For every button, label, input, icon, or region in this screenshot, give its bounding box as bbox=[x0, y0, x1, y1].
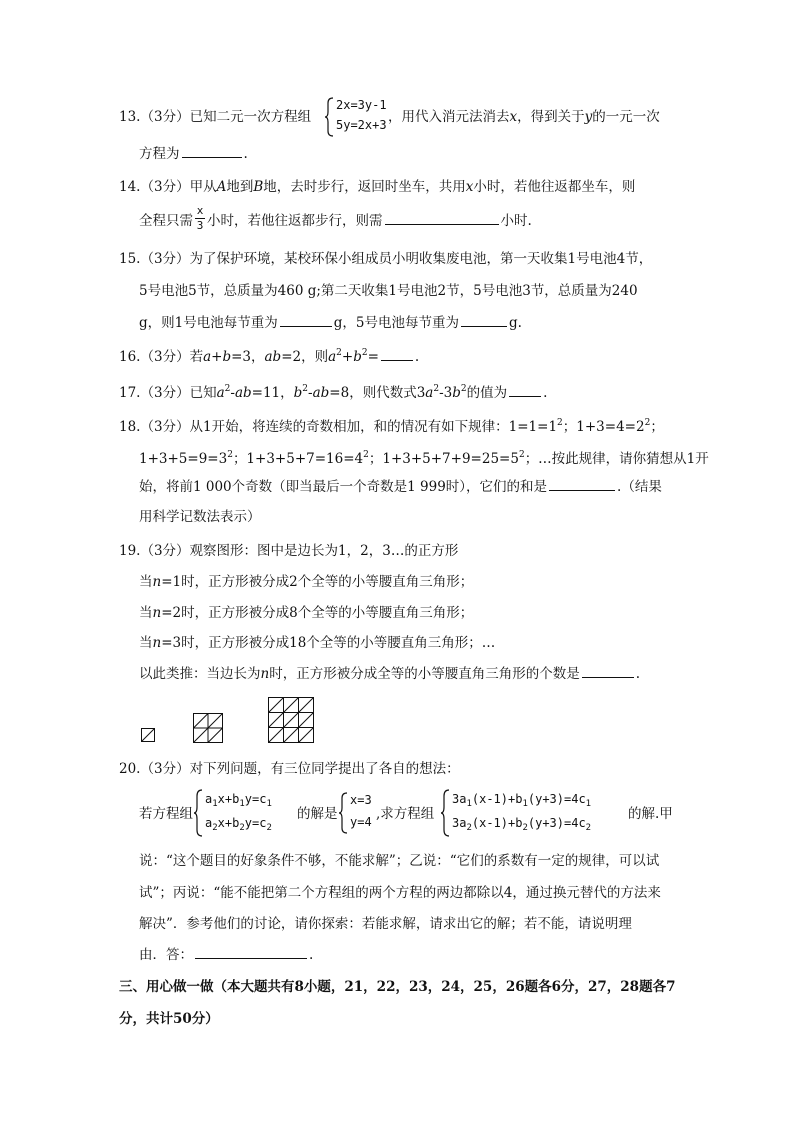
subscript: 2 bbox=[522, 823, 528, 833]
punctuation: . bbox=[635, 666, 640, 682]
subscript: 1 bbox=[212, 799, 218, 809]
answer-blank[interactable] bbox=[195, 946, 307, 959]
expression: ab bbox=[264, 349, 282, 365]
question-number: 17. bbox=[119, 385, 141, 401]
subscript: 2 bbox=[266, 823, 272, 833]
variable: x bbox=[509, 109, 518, 125]
square-figure-n1 bbox=[141, 728, 155, 742]
equation-row: 5y=2x+3 bbox=[336, 118, 387, 132]
question-text: 18.（3分）从1开始，将连续的奇数相加，和的情况有如下规律：1=1=1 bbox=[119, 419, 558, 435]
question-text: g，5号电池每节重为 bbox=[333, 315, 459, 331]
term: 3a bbox=[452, 816, 467, 830]
question-13-line1-tail bbox=[388, 108, 660, 126]
question-text: 由．答： bbox=[139, 947, 193, 963]
question-text: 始，将前1 000个奇数（即当最后一个奇数是1 999时），它们的和是 bbox=[139, 479, 548, 495]
question-text: 当 bbox=[139, 635, 153, 651]
brace-icon bbox=[194, 789, 204, 837]
exponent: 2 bbox=[224, 384, 231, 394]
answer-blank[interactable] bbox=[549, 478, 615, 491]
operator: -3 bbox=[439, 385, 453, 401]
question-text: ；…按此规律，请你猜想从1开 bbox=[524, 451, 709, 467]
question-15-line1: 15.（3分）为了保护环境，某校环保小组成员小明收集废电池，第一天收集1号电池4节， bbox=[119, 251, 653, 267]
equation-row bbox=[452, 816, 591, 835]
question-20-line5: 解决”．参考他们的讨论，请你探索：若能求解，请求出它的解；若不能，请说明理 bbox=[139, 916, 632, 932]
question-text: 全程只需 bbox=[139, 213, 193, 229]
question-text: 若 bbox=[189, 349, 204, 365]
question-13-line2 bbox=[139, 145, 248, 163]
question-text: 小时. bbox=[500, 213, 532, 229]
question-text: = bbox=[367, 349, 379, 365]
answer-blank[interactable] bbox=[582, 665, 634, 678]
question-19-line2 bbox=[139, 573, 473, 591]
question-text: 地，去时步行，返回时坐车，共用 bbox=[263, 179, 466, 195]
punctuation: . bbox=[243, 146, 248, 162]
question-19-line5 bbox=[139, 665, 640, 683]
term: y=c bbox=[244, 816, 267, 830]
question-text: ，用代入消元法消去 bbox=[388, 109, 510, 125]
variable: n bbox=[152, 605, 162, 621]
question-18-line1 bbox=[119, 414, 664, 436]
question-text: g，则1号电池每节重为 bbox=[139, 315, 278, 331]
exponent: 2 bbox=[361, 348, 368, 358]
coefficient: 3 bbox=[416, 385, 426, 401]
question-text: 地到 bbox=[226, 179, 254, 195]
punctuation: . bbox=[414, 349, 420, 365]
term: (y+3)=4c bbox=[527, 792, 586, 806]
question-text: 的值为 bbox=[466, 385, 508, 401]
equation-row bbox=[205, 816, 272, 835]
question-text: 的一元一次 bbox=[592, 109, 660, 125]
question-13-line1 bbox=[119, 108, 311, 126]
exponent: 2 bbox=[433, 384, 440, 394]
section-3-heading-cont: 分，共计50分） bbox=[119, 1011, 219, 1027]
question-19-line3 bbox=[139, 604, 473, 622]
variable: a bbox=[216, 385, 225, 401]
subscript: 1 bbox=[522, 799, 528, 809]
question-score: （3分） bbox=[140, 349, 190, 365]
question-text: ；1+3+5+7=16=4 bbox=[232, 451, 364, 467]
expression: ab bbox=[234, 385, 252, 401]
question-text: 小时，若他往返都步行，则需 bbox=[207, 213, 383, 229]
variable: b bbox=[293, 385, 303, 401]
equation-system-20-solution bbox=[339, 792, 379, 834]
expression: a+b bbox=[203, 349, 232, 365]
square-figure-n3 bbox=[268, 697, 314, 743]
term: (x-1)+b bbox=[471, 792, 523, 806]
question-text: 已知 bbox=[189, 385, 217, 401]
answer-blank[interactable] bbox=[461, 314, 507, 327]
variable: b bbox=[353, 349, 362, 365]
answer-blank[interactable] bbox=[182, 145, 242, 158]
question-number: 14. bbox=[119, 179, 141, 195]
exponent: 2 bbox=[302, 384, 309, 394]
variable: n bbox=[152, 574, 162, 590]
brace-icon bbox=[339, 792, 349, 834]
question-text: 时，正方形被分成全等的小等腰直角三角形的个数是 bbox=[269, 666, 580, 682]
question-score: （3分） bbox=[140, 109, 190, 125]
question-text: 方程为 bbox=[139, 146, 180, 162]
operator: - bbox=[308, 385, 313, 401]
punctuation: . bbox=[543, 385, 548, 401]
subscript: 2 bbox=[212, 823, 218, 833]
question-number: 16. bbox=[119, 349, 141, 365]
question-19-line1: 19.（3分）观察图形：图中是边长为1，2，3…的正方形 bbox=[119, 543, 459, 559]
question-text: ；1+3+5+7+9=25=5 bbox=[368, 451, 519, 467]
term: y=c bbox=[244, 792, 267, 806]
brace-icon bbox=[325, 97, 335, 137]
equation-row bbox=[452, 792, 591, 811]
question-18-line3 bbox=[139, 478, 662, 496]
exponent: 2 bbox=[363, 450, 369, 460]
question-text: =3时，正方形被分成18个全等的小等腰直角三角形；… bbox=[161, 635, 496, 651]
question-number: 13. bbox=[119, 109, 141, 125]
question-15-line3 bbox=[139, 314, 522, 332]
exponent: 2 bbox=[336, 348, 342, 358]
question-text: 当 bbox=[139, 574, 153, 590]
question-20-line3: 说：“这个题目的好象条件不够，不能求解”；乙说：“它们的系数有一定的规律，可以试 bbox=[139, 853, 660, 869]
question-20-sol-text: 的解是 bbox=[297, 806, 338, 822]
exponent: 2 bbox=[460, 384, 467, 394]
question-text: 已知二元一次方程组 bbox=[189, 109, 312, 125]
question-text: =1时，正方形被分成2个全等的小等腰直角三角形； bbox=[161, 574, 474, 590]
variable: x bbox=[465, 179, 474, 195]
subscript: 1 bbox=[266, 799, 272, 809]
section-3-heading: 三、用心做一做（本大题共有8小题，21，22，23，24，25，26题各6分，27，28题各7 bbox=[119, 979, 676, 995]
equation-row bbox=[205, 792, 272, 811]
subscript: 1 bbox=[466, 799, 472, 809]
question-text: .（结果 bbox=[617, 479, 662, 495]
question-text: =3， bbox=[231, 349, 265, 365]
variable: a bbox=[328, 349, 337, 365]
operator: - bbox=[230, 385, 235, 401]
question-20-tail: 的解.甲 bbox=[628, 806, 673, 822]
question-16 bbox=[119, 344, 419, 366]
question-score: （3分） bbox=[140, 179, 190, 195]
variable: y bbox=[584, 109, 593, 125]
answer-blank[interactable] bbox=[381, 348, 413, 361]
variable: n bbox=[260, 666, 270, 682]
question-20-pre: 若方程组 bbox=[139, 806, 193, 822]
punctuation: . bbox=[309, 947, 314, 963]
variable: A bbox=[216, 179, 227, 195]
equation-system-13 bbox=[325, 97, 395, 137]
equation-system-20b bbox=[441, 789, 631, 837]
question-text: 对下列问题，有三位同学提出了各自的想法： bbox=[189, 761, 460, 777]
question-20-line4: 试”；丙说：“能不能把第二个方程组的两个方程的两边都除以4，通过换元替代的方法来 bbox=[139, 885, 661, 901]
subscript: 2 bbox=[239, 823, 245, 833]
question-text: ，得到关于 bbox=[517, 109, 585, 125]
term: a bbox=[205, 792, 213, 806]
question-text: =2，则 bbox=[281, 349, 329, 365]
term: (y+3)=4c bbox=[527, 816, 586, 830]
equation-system-20a bbox=[194, 789, 304, 837]
question-17 bbox=[119, 380, 547, 402]
term: x+b bbox=[217, 816, 240, 830]
subscript: 2 bbox=[585, 823, 592, 833]
fraction-numerator: x bbox=[196, 204, 204, 217]
variable: B bbox=[253, 179, 264, 195]
question-text: ；1+3=4=2 bbox=[562, 419, 645, 435]
exponent: 2 bbox=[557, 418, 563, 428]
question-text: 小时，若他往返都坐车，则 bbox=[473, 179, 636, 195]
answer-blank[interactable] bbox=[509, 384, 541, 397]
equation-row: 2x=3y-1 bbox=[336, 98, 387, 112]
question-19-line4 bbox=[139, 634, 495, 652]
question-text: =2时，正方形被分成8个全等的小等腰直角三角形； bbox=[161, 605, 474, 621]
question-18-line2 bbox=[139, 446, 709, 468]
question-text: 甲从 bbox=[189, 179, 217, 195]
exponent: 2 bbox=[644, 418, 651, 428]
exponent: 2 bbox=[518, 450, 525, 460]
exponent: 2 bbox=[227, 450, 233, 460]
square-figure-n2 bbox=[193, 713, 223, 743]
subscript: 1 bbox=[239, 799, 245, 809]
answer-blank[interactable] bbox=[280, 314, 332, 327]
variable: b bbox=[452, 385, 461, 401]
question-score: （3分） bbox=[140, 761, 190, 777]
question-20-line6 bbox=[139, 946, 313, 964]
question-14-line1 bbox=[119, 178, 635, 196]
question-text: 以此类推：当边长为 bbox=[139, 666, 261, 682]
question-20-line1 bbox=[119, 760, 460, 778]
term: x+b bbox=[217, 792, 240, 806]
equation-row: y=4 bbox=[350, 815, 372, 829]
variable: n bbox=[152, 635, 162, 651]
term: (x-1)+b bbox=[471, 816, 523, 830]
variable: a bbox=[425, 385, 434, 401]
answer-blank[interactable] bbox=[385, 212, 499, 225]
question-text: 1+3+5=9=3 bbox=[139, 451, 228, 467]
equation-row: x=3 bbox=[350, 793, 372, 807]
question-text: =8，则代数式 bbox=[329, 385, 417, 401]
question-text: =11， bbox=[251, 385, 294, 401]
question-18-line4: 用科学记数法表示） bbox=[139, 509, 261, 525]
fraction-denominator: 3 bbox=[196, 219, 204, 232]
subscript: 2 bbox=[466, 823, 472, 833]
brace-icon bbox=[441, 789, 451, 837]
term: 3a bbox=[452, 792, 467, 806]
question-number: 20. bbox=[119, 761, 141, 777]
question-text: g. bbox=[508, 315, 522, 331]
subscript: 1 bbox=[585, 799, 592, 809]
question-20-ask: ,求方程组 bbox=[376, 806, 435, 822]
expression: ab bbox=[312, 385, 330, 401]
term: a bbox=[205, 816, 213, 830]
question-score: （3分） bbox=[140, 385, 190, 401]
question-15-line2: 5号电池5节，总质量为460 g;第二天收集1号电池2节，5号电池3节，总质量为240 bbox=[139, 283, 638, 299]
question-text: 当 bbox=[139, 605, 153, 621]
question-text: ； bbox=[650, 419, 664, 435]
operator: + bbox=[341, 349, 354, 365]
